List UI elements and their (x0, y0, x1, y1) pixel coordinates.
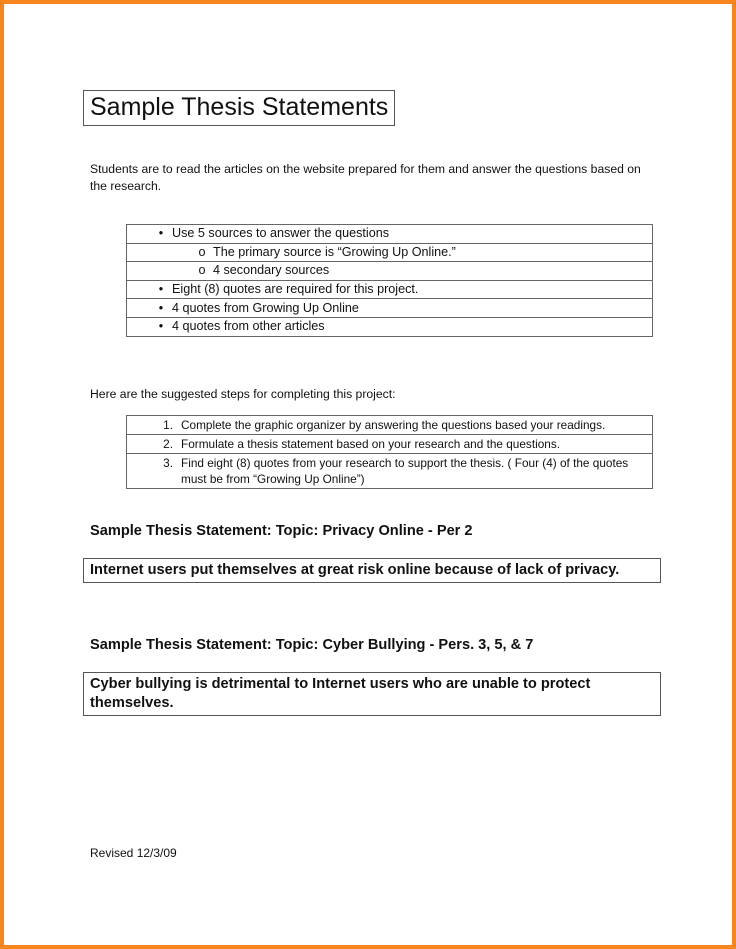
intro-paragraph: Students are to read the articles on the website prepared for them and answer the questions based on the research. (90, 162, 641, 193)
requirement-row (127, 299, 653, 318)
bullet-marker: • (158, 300, 164, 315)
step-number: 1. (127, 416, 178, 435)
bullet-marker: • (158, 226, 164, 241)
requirement-row (127, 225, 653, 244)
page-title: Sample Thesis Statements (83, 90, 395, 126)
sample-heading-cyber-bullying: Sample Thesis Statement: Topic: Cyber Bullying - Pers. 3, 5, & 7 (90, 637, 534, 653)
step-row (127, 454, 653, 489)
requirement-text: Use 5 sources to answer the questions (172, 226, 390, 241)
requirement-text: 4 quotes from Growing Up Online (172, 300, 359, 315)
requirement-row (127, 280, 653, 299)
bullet-marker: • (158, 319, 164, 334)
requirement-text: The primary source is “Growing Up Online.” (213, 244, 456, 259)
step-row (127, 435, 653, 454)
steps-table (126, 415, 653, 489)
steps-intro: Here are the suggested steps for completing this project: (90, 387, 396, 401)
requirement-row (127, 262, 653, 281)
thesis-statement-cyber-bullying: Cyber bullying is detrimental to Internet users who are unable to protect themselves. (83, 672, 661, 716)
step-number: 3. (127, 454, 178, 489)
step-row (127, 416, 653, 435)
requirement-text: 4 secondary sources (213, 263, 330, 278)
requirement-row (127, 317, 653, 336)
sub-bullet-marker: o (198, 263, 206, 278)
step-text: Complete the graphic organizer by answering the questions based your readings. (177, 416, 653, 435)
requirement-text: Eight (8) quotes are required for this project. (172, 282, 419, 297)
bullet-marker: • (158, 282, 164, 297)
step-text: Formulate a thesis statement based on your research and the questions. (177, 435, 653, 454)
sub-bullet-marker: o (198, 244, 206, 259)
requirement-text: 4 quotes from other articles (172, 319, 325, 334)
step-text: Find eight (8) quotes from your research to support the thesis. ( Four (4) of the quotes must be from “Growing Up Online”) (177, 454, 653, 489)
requirement-row (127, 243, 653, 262)
step-number: 2. (127, 435, 178, 454)
revised-date: Revised 12/3/09 (90, 846, 177, 860)
thesis-statement-privacy: Internet users put themselves at great risk online because of lack of privacy. (83, 558, 661, 583)
sample-heading-privacy: Sample Thesis Statement: Topic: Privacy Online - Per 2 (90, 523, 473, 539)
requirements-table (126, 224, 653, 337)
